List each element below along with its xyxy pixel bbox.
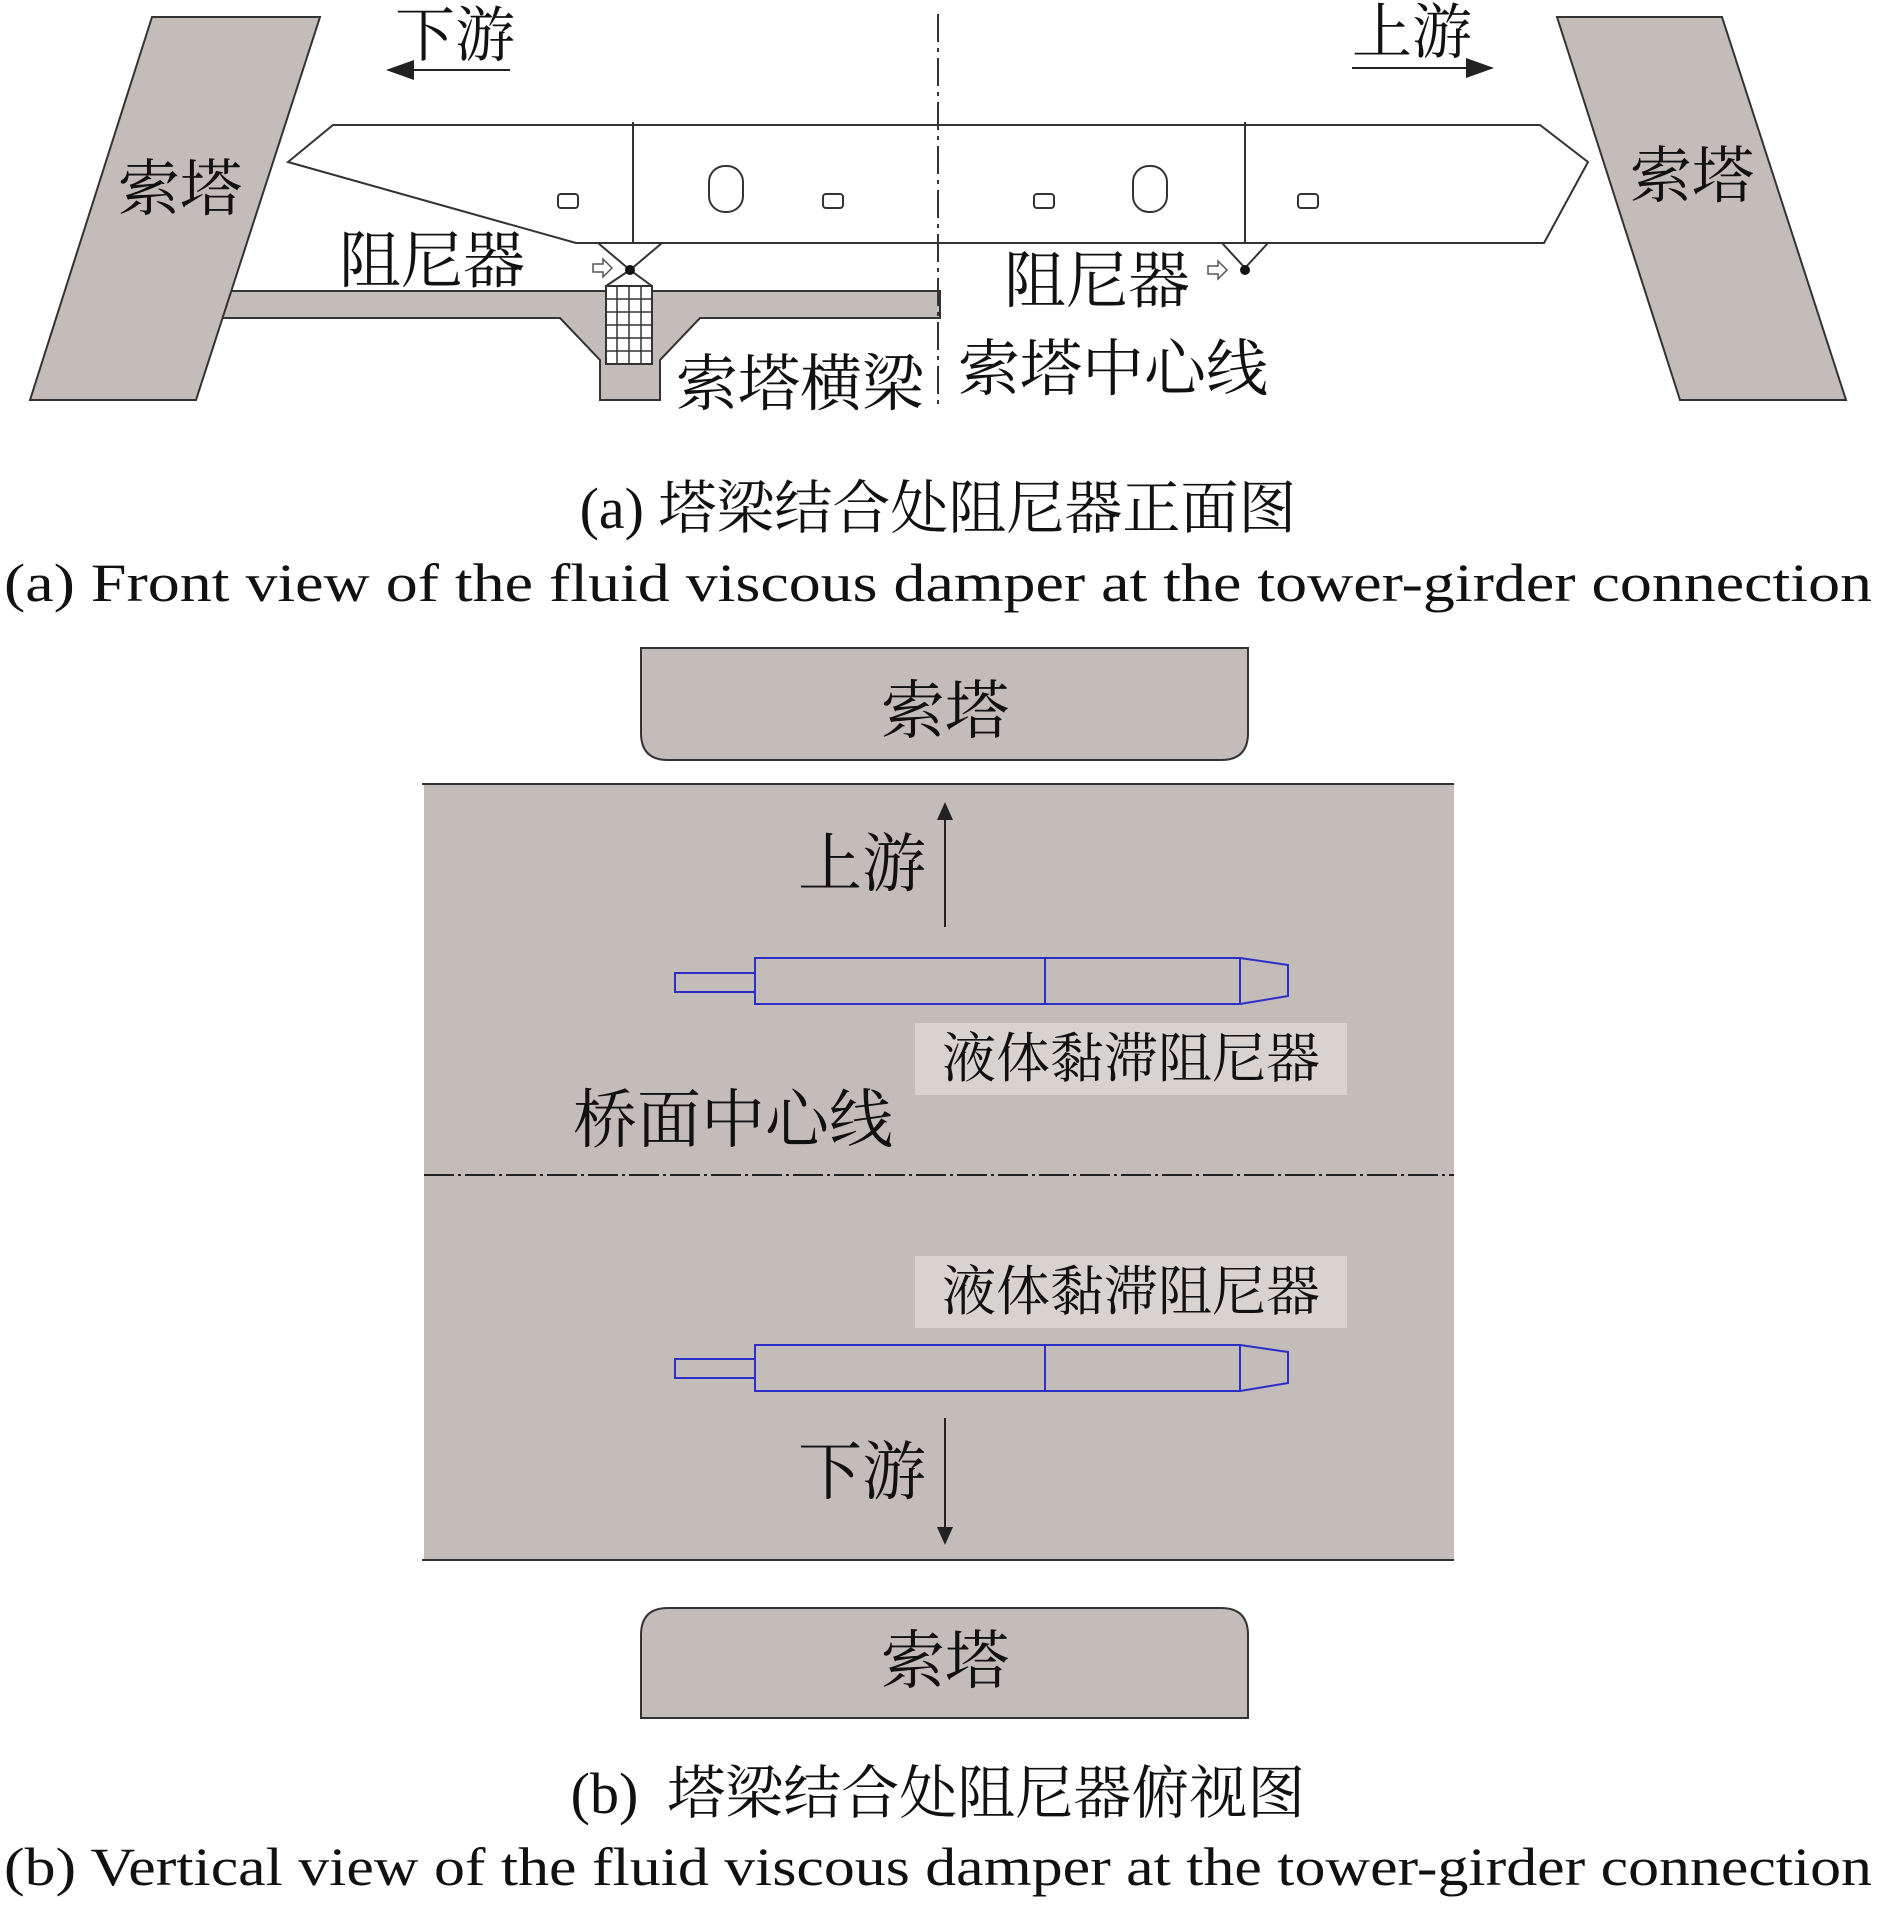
small-opening — [1034, 194, 1054, 208]
tower-bottom-label: 索塔 — [881, 1625, 1009, 1699]
caption-a-cn: (a) 塔梁结合处阻尼器正面图 — [579, 476, 1297, 541]
damper-left-label: 阻尼器 — [338, 224, 526, 297]
tower-left-label: 索塔 — [117, 152, 243, 225]
damper-right — [1208, 243, 1268, 279]
caption-a-en: (a) Front view of the fluid viscous damper at the tower-girder connection — [4, 553, 1872, 613]
tower-centerline-label: 索塔中心线 — [957, 332, 1269, 405]
damper-right-indicator-icon — [1208, 261, 1227, 279]
top-view — [422, 648, 1454, 1718]
small-opening — [558, 194, 578, 208]
small-opening — [823, 194, 843, 208]
opening — [1133, 166, 1167, 212]
upstream-label-top: 上游 — [798, 828, 926, 902]
crossbeam-label: 索塔横梁 — [675, 347, 925, 420]
small-opening — [1298, 194, 1318, 208]
tower-top-label: 索塔 — [881, 675, 1009, 749]
opening — [709, 166, 743, 212]
damper-lower-label: 液体黏滞阻尼器 — [942, 1260, 1320, 1323]
downstream-label: 下游 — [395, 1, 515, 71]
downstream-label-top: 下游 — [798, 1436, 926, 1510]
front-view — [30, 0, 1846, 420]
damper-left-indicator-icon — [593, 259, 612, 277]
caption-b-cn: (b) 塔梁结合处阻尼器俯视图 — [570, 1761, 1306, 1826]
damper-right-label: 阻尼器 — [1003, 244, 1191, 317]
deck-centerline-label: 桥面中心线 — [573, 1084, 893, 1158]
upstream-label: 上游 — [1352, 0, 1472, 68]
deck — [424, 784, 1454, 1560]
caption-b-en: (b) Vertical view of the fluid viscous damper at the tower-girder connection — [4, 1837, 1872, 1897]
damper-bearing-left — [606, 286, 652, 364]
damper-left — [593, 243, 662, 286]
damper-upper-label: 液体黏滞阻尼器 — [942, 1027, 1320, 1090]
tower-right-label: 索塔 — [1629, 139, 1755, 212]
